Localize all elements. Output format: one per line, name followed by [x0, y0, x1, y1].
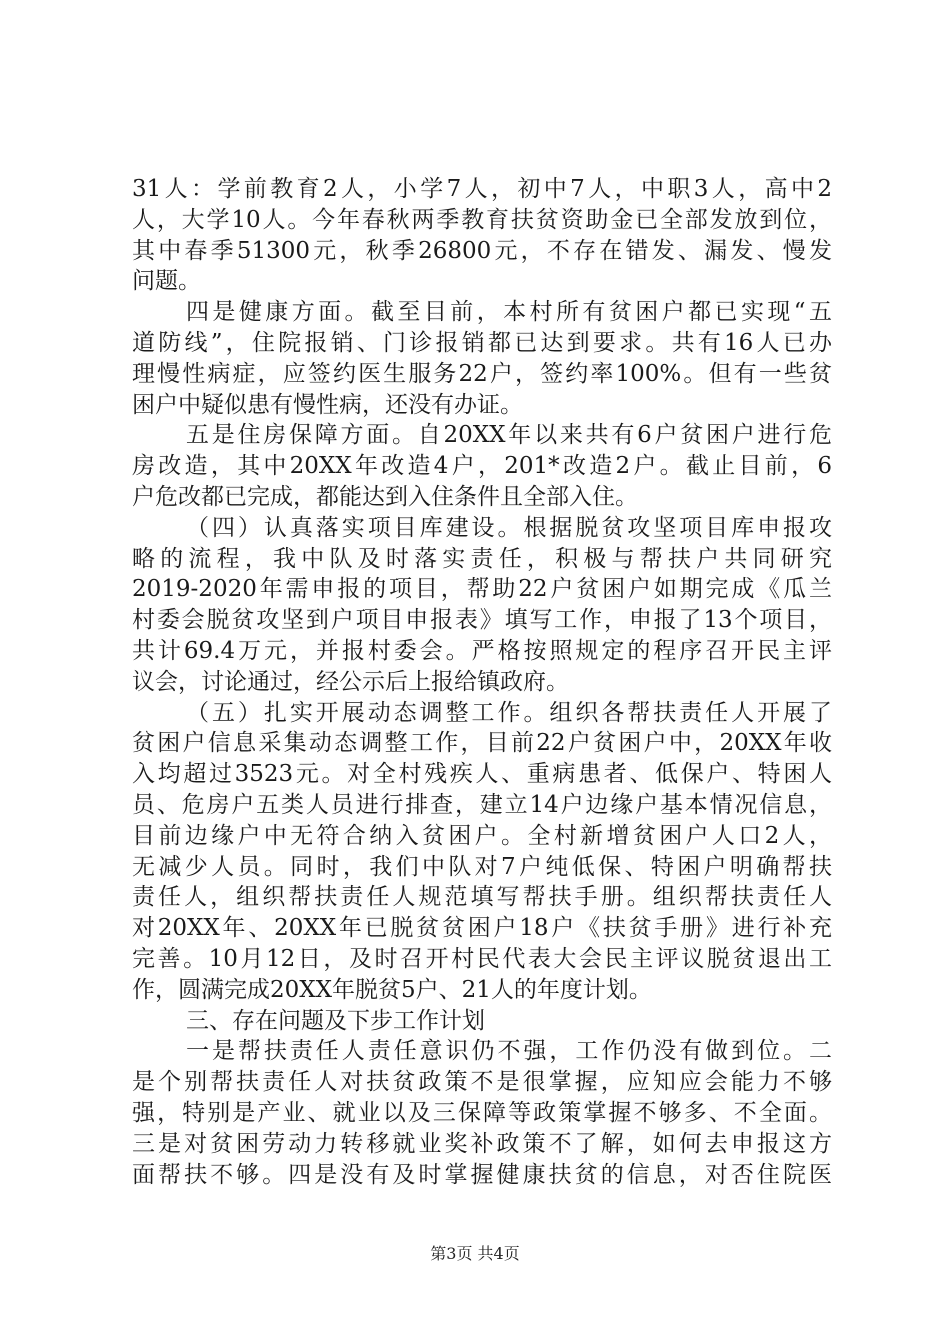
text-line: 共计69.4万元，并报村委会。严格按照规定的程序召开民主评	[132, 637, 832, 664]
text-line: 完善。10月12日，及时召开村民代表大会民主评议脱贫退出工	[132, 945, 832, 972]
text-line: 理慢性病症，应签约医生服务22户，签约率100%。但有一些贫	[132, 360, 832, 387]
document-body	[132, 174, 832, 1190]
text-line: 无减少人员。同时，我们中队对7户纯低保、特困户明确帮扶	[132, 853, 832, 880]
text-line: 略的流程，我中队及时落实责任，积极与帮扶户共同研究	[132, 545, 832, 572]
text-line: 目前边缘户中无符合纳入贫困户。全村新增贫困户人口2人，	[132, 822, 832, 849]
text-line: 议会，讨论通过，经公示后上报给镇政府。	[132, 668, 569, 695]
text-line: 三是对贫困劳动力转移就业奖补政策不了解，如何去申报这方	[132, 1130, 832, 1157]
text-line: 入均超过3523元。对全村残疾人、重病患者、低保户、特困人	[132, 761, 832, 788]
text-line: 31人：学前教育2人，小学7人，初中7人，中职3人，高中2	[132, 176, 832, 202]
text-line: 员、危房户五类人员进行排查，建立14户边缘户基本情况信息，	[132, 791, 832, 818]
text-line: 村委会脱贫攻坚到户项目申报表》填写工作，申报了13个项目，	[132, 607, 832, 634]
text-line: （五）扎实开展动态调整工作。组织各帮扶责任人开展了	[186, 699, 832, 726]
text-line: 困户中疑似患有慢性病，还没有办证。	[132, 391, 523, 418]
text-line: 作，圆满完成20XX年脱贫5户、21人的年度计划。	[132, 976, 652, 1003]
text-line: 是个别帮扶责任人对扶贫政策不是很掌握，应知应会能力不够	[132, 1069, 832, 1096]
text-line: 房改造，其中20XX年改造4户，201*改造2户。截止目前，6	[132, 453, 832, 480]
text-line: 贫困户信息采集动态调整工作，目前22户贫困户中，20XX年收	[132, 730, 832, 757]
text-line: 面帮扶不够。四是没有及时掌握健康扶贫的信息，对否住院医	[132, 1161, 832, 1188]
text-line: （四）认真落实项目库建设。根据脱贫攻坚项目库申报攻	[186, 514, 832, 541]
text-line: 问题。	[132, 268, 201, 295]
text-line: 其中春季51300元，秋季26800元，不存在错发、漏发、慢发	[132, 237, 832, 264]
text-line: 一是帮扶责任人责任意识仍不强，工作仍没有做到位。二	[186, 1038, 832, 1065]
page-footer: 第3页 共4页	[430, 1244, 520, 1263]
text-line: 道防线”，住院报销、门诊报销都已达到要求。共有16人已办	[132, 329, 832, 356]
text-line: 三、存在问题及下步工作计划	[186, 1007, 485, 1034]
text-line: 2019-2020年需申报的项目，帮助22户贫困户如期完成《瓜兰	[132, 576, 832, 603]
text-line: 强，特别是产业、就业以及三保障等政策掌握不够多、不全面。	[132, 1099, 832, 1126]
text-line: 对20XX年、20XX年已脱贫贫困户18户《扶贫手册》进行补充	[132, 915, 832, 942]
text-line: 五是住房保障方面。自20XX年以来共有6户贫困户进行危	[186, 422, 832, 449]
text-line: 责任人，组织帮扶责任人规范填写帮扶手册。组织帮扶责任人	[132, 884, 832, 911]
text-line: 四是健康方面。截至目前，本村所有贫困户都已实现“五	[186, 299, 832, 326]
text-line: 人，大学10人。今年春秋两季教育扶贫资助金已全部发放到位，	[132, 206, 832, 233]
text-line: 户危改都已完成，都能达到入住条件且全部入住。	[132, 483, 638, 510]
